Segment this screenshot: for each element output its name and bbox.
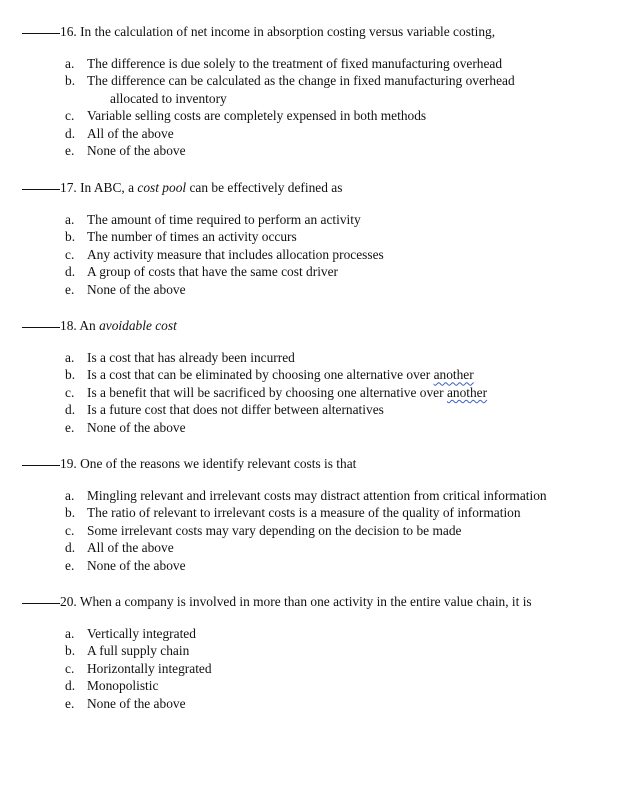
option-c: c. Is a benefit that will be sacrificed by choosing one alternative over another bbox=[65, 384, 488, 400]
option-b: b. The difference can be calculated as the change in fixed manufacturing overhead allocated to inventory bbox=[65, 73, 515, 106]
question-19 bbox=[22, 456, 547, 574]
option-d: d. All of the above bbox=[65, 125, 174, 141]
spellcheck-marked-word: another bbox=[433, 367, 474, 383]
question-20 bbox=[22, 594, 532, 712]
option-d: d. All of the above bbox=[65, 540, 174, 556]
option-a: a. Is a cost that has already been incurred bbox=[65, 350, 295, 365]
answer-blank[interactable] bbox=[22, 603, 60, 604]
options-list bbox=[65, 349, 487, 436]
answer-blank[interactable] bbox=[22, 33, 60, 34]
option-c: c. Any activity measure that includes allocation processes bbox=[65, 246, 384, 262]
option-c: c. Horizontally integrated bbox=[65, 660, 212, 676]
spellcheck-marked-word: another bbox=[446, 384, 488, 400]
answer-blank[interactable] bbox=[22, 189, 60, 190]
question-stem: 19. One of the reasons we identify relevant costs is that bbox=[22, 456, 504, 472]
options-list bbox=[65, 55, 538, 159]
option-a: a. Vertically integrated bbox=[65, 626, 196, 641]
option-e: e. None of the above bbox=[65, 143, 186, 159]
option-b: b. The number of times an activity occurs bbox=[65, 229, 297, 245]
option-e: e. None of the above bbox=[65, 695, 186, 711]
option-a: a. The amount of time required to perform an activity bbox=[65, 212, 361, 227]
option-b: b. Is a cost that can be eliminated by choosing one alternative over another bbox=[65, 367, 474, 383]
question-17 bbox=[22, 180, 384, 298]
question-16 bbox=[22, 24, 515, 159]
answer-blank[interactable] bbox=[22, 327, 60, 328]
option-c: c. Variable selling costs are completely expensed in both methods bbox=[65, 108, 427, 124]
question-stem: 20. When a company is involved in more than one activity in the entire value chain, it is bbox=[22, 594, 532, 610]
option-a: a. The difference is due solely to the treatment of fixed manufacturing overhead bbox=[65, 56, 503, 71]
answer-blank[interactable] bbox=[22, 465, 60, 466]
question-stem: 18. An avoidable cost bbox=[22, 318, 444, 334]
option-e: e. None of the above bbox=[65, 419, 186, 435]
option-e: e. None of the above bbox=[65, 557, 186, 573]
options-list bbox=[65, 487, 547, 574]
option-d: d. A group of costs that have the same cost driver bbox=[65, 264, 339, 280]
option-d: d. Is a future cost that does not differ between alternatives bbox=[65, 402, 384, 418]
option-b: b. The ratio of relevant to irrelevant costs is a measure of the quality of information bbox=[65, 505, 521, 521]
option-c: c. Some irrelevant costs may vary depending on the decision to be made bbox=[65, 522, 462, 538]
option-b: b. A full supply chain bbox=[65, 643, 190, 659]
question-stem: 17. In ABC, a cost pool can be effectively defined as bbox=[22, 180, 342, 196]
options-list bbox=[65, 625, 575, 712]
question-stem: 16. In the calculation of net income in absorption costing versus variable costing, bbox=[22, 24, 495, 40]
options-list bbox=[65, 211, 385, 298]
option-e: e. None of the above bbox=[65, 281, 186, 297]
option-a: a. Mingling relevant and irrelevant costs may distract attention from critical information bbox=[65, 488, 547, 503]
option-d: d. Monopolistic bbox=[65, 678, 159, 694]
question-18 bbox=[22, 318, 488, 436]
